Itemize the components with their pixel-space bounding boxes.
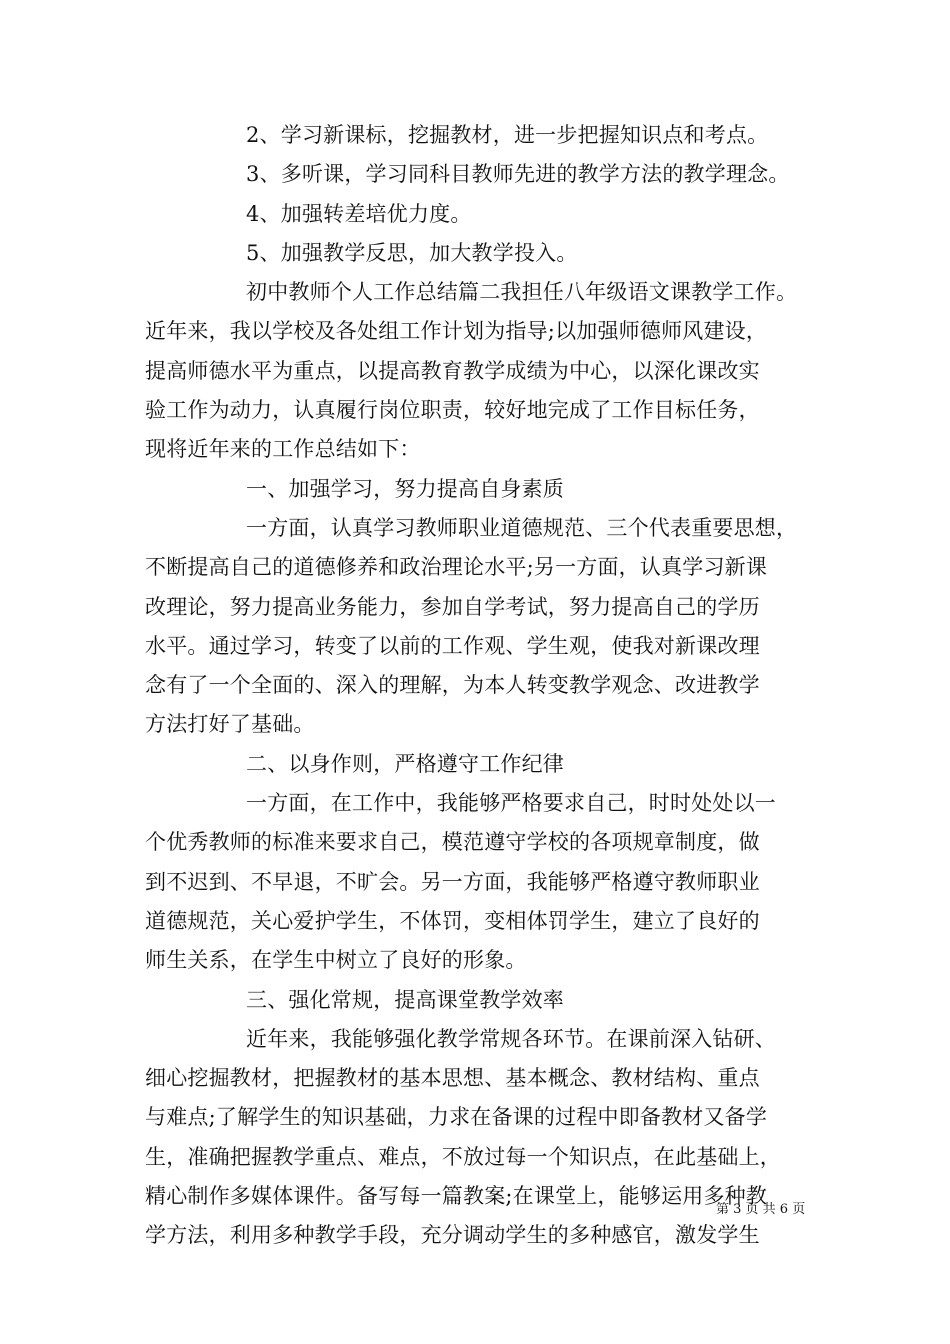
text-line: 一、加强学习，努力提高自身素质 <box>246 476 564 501</box>
text-line: 一方面，认真学习教师职业道德规范、三个代表重要思想， <box>246 515 798 540</box>
text-line: 生，准确把握教学重点、难点，不放过每一个知识点，在此基础上， <box>145 1144 781 1169</box>
text-line: 现将近年来的工作总结如下： <box>145 437 421 462</box>
text-line: 初中教师个人工作总结篇二我担任八年级语文课教学工作。 <box>246 280 798 305</box>
body-text <box>145 116 835 1256</box>
text-line: 水平。通过学习，转变了以前的工作观、学生观，使我对新课改理 <box>145 633 760 658</box>
text-line: 2、学习新课标，挖掘教材，进一步把握知识点和考点。 <box>246 123 769 147</box>
text-line: 师生关系，在学生中树立了良好的形象。 <box>145 948 527 973</box>
text-line: 4、加强转差培优力度。 <box>246 201 472 226</box>
text-line: 个优秀教师的标准来要求自己，模范遵守学校的各项规章制度，做 <box>145 830 760 855</box>
text-line: 近年来，我能够强化教学常规各环节。在课前深入钻研、 <box>246 1026 776 1051</box>
text-line: 道德规范，关心爱护学生，不体罚，变相体罚学生，建立了良好的 <box>145 908 760 933</box>
text-line: 学方法，利用多种教学手段，充分调动学生的多种感官，激发学生 <box>145 1223 760 1248</box>
text-line: 3、多听课，学习同科目教师先进的教学方法的教学理念。 <box>246 162 790 187</box>
text-line: 二、以身作则，严格遵守工作纪律 <box>246 751 564 776</box>
text-line: 验工作为动力，认真履行岗位职责，较好地完成了工作目标任务， <box>145 398 760 423</box>
text-line: 方法打好了基础。 <box>145 712 315 737</box>
text-line: 念有了一个全面的、深入的理解，为本人转变教学观念、改进教学 <box>145 673 760 698</box>
text-line: 一方面，在工作中，我能够严格要求自己，时时处处以一 <box>246 791 776 816</box>
text-line: 5、加强教学反思，加大教学投入。 <box>246 240 578 265</box>
text-line: 精心制作多媒体课件。备写每一篇教案;在课堂上，能够运用多种教 <box>145 1184 768 1209</box>
page-number: 第 3 页 共 6 页 <box>716 1202 806 1217</box>
text-line: 提高师德水平为重点，以提高教育教学成绩为中心，以深化课改实 <box>145 358 760 383</box>
text-line: 与难点;了解学生的知识基础，力求在备课的过程中即备教材又备学 <box>145 1105 768 1130</box>
text-line: 近年来，我以学校及各处组工作计划为指导;以加强师德师风建设， <box>145 319 768 344</box>
text-line: 细心挖掘教材，把握教材的基本思想、基本概念、教材结构、重点 <box>145 1066 760 1091</box>
text-line: 改理论，努力提高业务能力，参加自学考试，努力提高自己的学历 <box>145 594 760 619</box>
text-line: 不断提高自己的道德修养和政治理论水平;另一方面，认真学习新课 <box>145 555 768 580</box>
text-line: 三、强化常规，提高课堂教学效率 <box>246 987 564 1012</box>
text-line: 到不迟到、不早退，不旷会。另一方面，我能够严格遵守教师职业 <box>145 869 760 894</box>
